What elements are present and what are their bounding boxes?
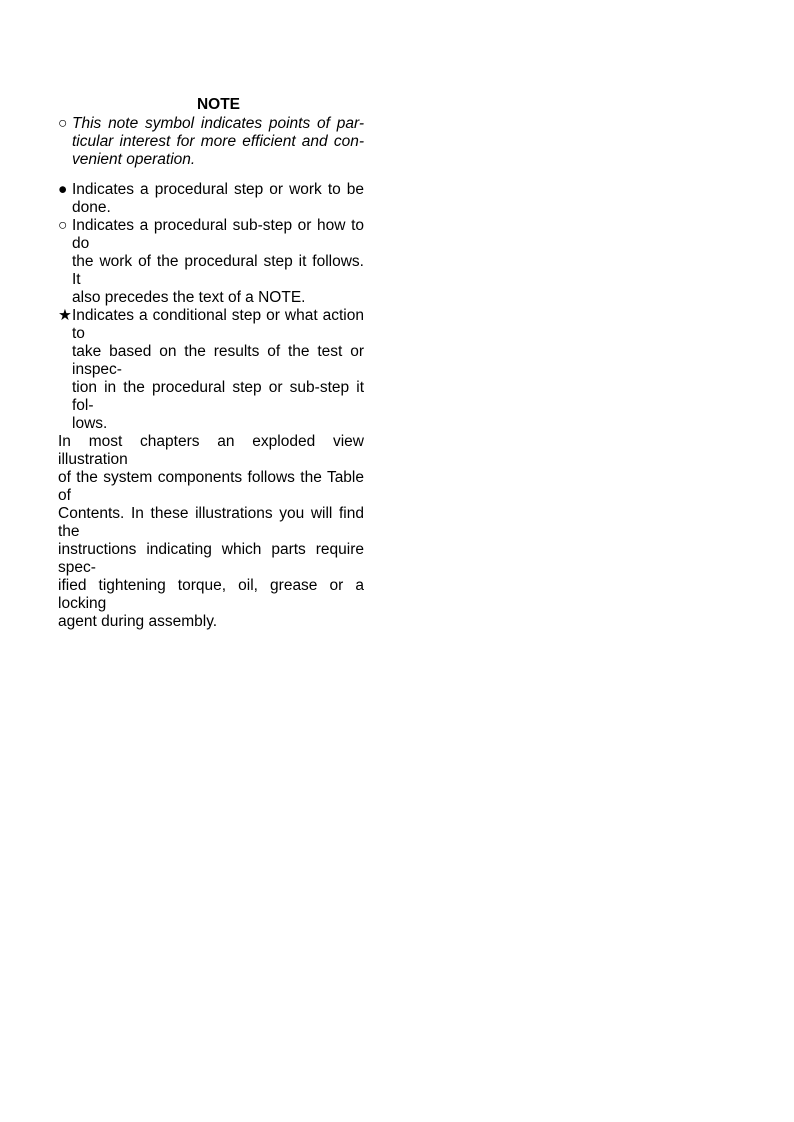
text-line: lows. — [72, 415, 108, 432]
text-line: tion in the procedural step or sub-step it fol- — [72, 379, 364, 414]
text-line: Contents. In these illustrations you will find the — [58, 505, 364, 540]
circle-bullet-icon: ○ — [58, 115, 68, 132]
text-line: ified tightening torque, oil, grease or a locking — [58, 577, 364, 612]
text-line: also precedes the text of a NOTE. — [72, 289, 306, 306]
text-line: take based on the results of the test or inspec- — [72, 343, 364, 378]
closing-paragraph — [58, 433, 364, 631]
text-line: This note symbol indicates points of par- — [72, 115, 364, 132]
text-line: instructions indicating which parts require spec- — [58, 541, 364, 576]
note-heading: NOTE — [196, 96, 241, 113]
circle-bullet-icon: ○ — [58, 217, 68, 234]
text-line: agent during assembly. — [58, 613, 218, 630]
text-line: done. — [72, 199, 111, 216]
text-line: venient operation. — [72, 151, 196, 168]
text-line: Indicates a procedural sub-step or how to do — [72, 217, 364, 252]
legend-item-procedural-step — [58, 181, 364, 217]
text-line: of the system components follows the Table of — [58, 469, 364, 504]
content-column — [58, 96, 364, 631]
text-line: ticular interest for more efficient and con- — [72, 133, 364, 150]
text-line: Indicates a procedural step or work to be — [72, 181, 364, 198]
text-line: the work of the procedural step it follows. It — [72, 253, 364, 288]
legend-item-sub-step — [58, 217, 364, 307]
disc-bullet-icon: ● — [58, 181, 68, 198]
legend-item-conditional-step — [58, 307, 364, 433]
text-line: Indicates a conditional step or what action to — [72, 307, 364, 342]
note-paragraph — [58, 115, 364, 169]
star-bullet-icon: ★ — [58, 307, 72, 324]
text-line: In most chapters an exploded view illustration — [58, 433, 364, 468]
